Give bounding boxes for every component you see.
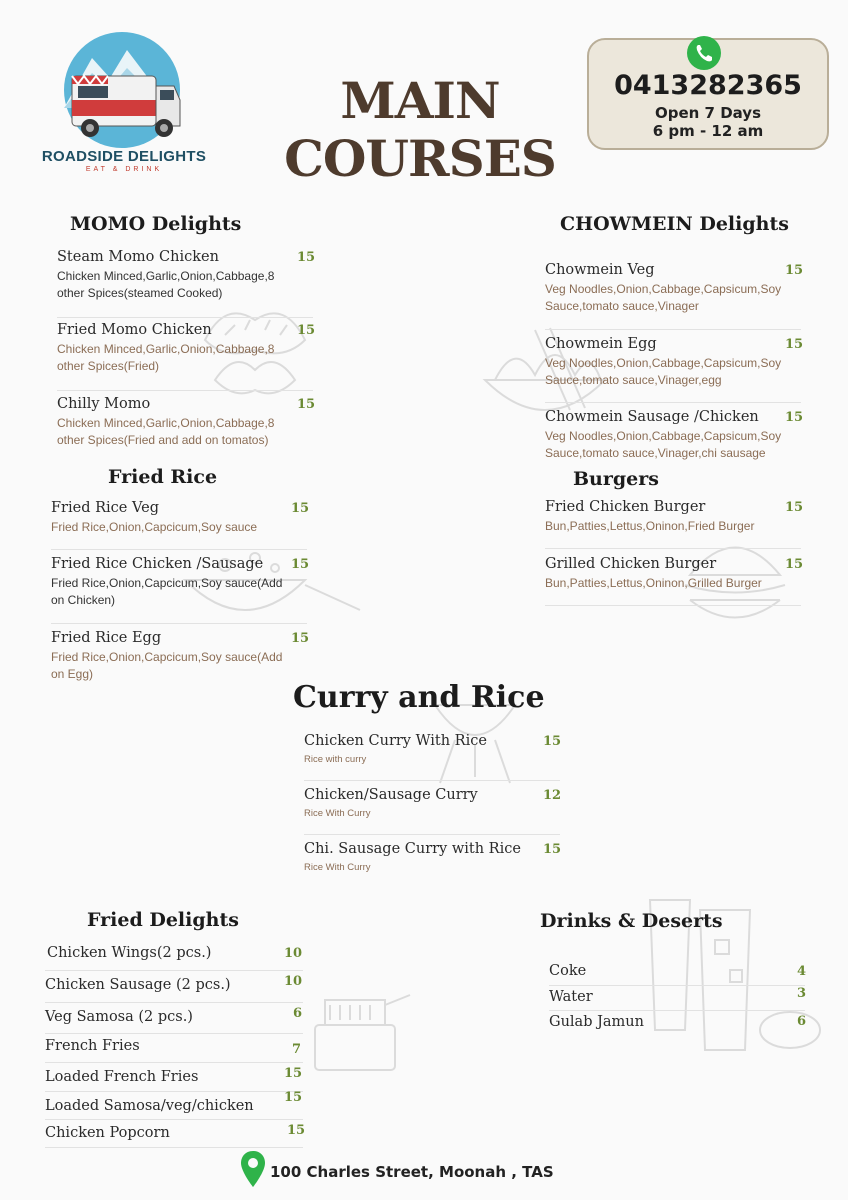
open-days: Open 7 Days	[654, 104, 762, 122]
divider	[51, 549, 307, 550]
item-price: 15	[297, 323, 316, 338]
item-price: 15	[785, 500, 804, 515]
menu-item	[304, 787, 560, 822]
menu-item	[545, 262, 804, 315]
fryer-illustration	[305, 990, 415, 1080]
divider	[549, 1010, 805, 1011]
item-description: Chicken Minced,Garlic,Onion,Cabbage,8 other Spices(steamed Cooked)	[57, 269, 275, 300]
section-title-drinks: Drinks & Deserts	[540, 910, 723, 932]
item-description: Rice with curry	[304, 754, 367, 765]
menu-item	[45, 974, 303, 993]
section-title-burgers: Burgers	[573, 468, 659, 490]
item-name: Fried Rice Chicken /Sausage	[51, 556, 264, 572]
item-price: 10	[284, 946, 303, 961]
menu-item	[549, 986, 807, 1005]
menu-item	[545, 499, 804, 535]
item-description: Veg Noodles,Onion,Cabbage,Capsicum,Soy Sauce,tomato sauce,Vinager,egg	[545, 356, 782, 387]
item-name: French Fries	[45, 1038, 140, 1054]
menu-item	[45, 1090, 303, 1114]
item-name: Chowmein Sausage /Chicken	[545, 409, 759, 425]
menu-item	[304, 733, 560, 768]
divider	[549, 985, 805, 986]
item-name: Chicken Curry With Rice	[304, 733, 487, 749]
item-description: Rice With Curry	[304, 862, 371, 873]
item-name: Chowmein Veg	[545, 262, 655, 278]
page-title	[270, 72, 570, 188]
item-description: Fried Rice,Onion,Capcicum,Soy sauce(Add on Egg)	[51, 650, 283, 681]
phone-icon[interactable]	[687, 36, 721, 70]
item-name: Chicken Wings(2 pcs.)	[47, 945, 212, 961]
menu-item	[47, 945, 303, 961]
divider	[45, 1147, 303, 1148]
menu-item	[45, 1006, 303, 1025]
item-name: Chicken/Sausage Curry	[304, 787, 478, 803]
item-price: 15	[543, 734, 562, 749]
divider	[45, 1091, 303, 1092]
item-price: 6	[797, 1014, 807, 1029]
menu-item	[545, 409, 804, 462]
item-price: 15	[287, 1123, 306, 1138]
item-name: Fried Momo Chicken	[57, 322, 212, 338]
item-price: 15	[291, 557, 310, 572]
item-price: 15	[297, 397, 316, 412]
menu-item	[545, 556, 804, 592]
item-price: 15	[284, 1066, 303, 1081]
item-price: 12	[543, 788, 562, 803]
address-bar	[240, 1150, 600, 1190]
item-price: 15	[284, 1090, 303, 1105]
menu-item	[545, 336, 804, 389]
divider	[304, 834, 560, 835]
item-name: Loaded French Fries	[45, 1069, 199, 1085]
location-pin-icon	[240, 1150, 266, 1188]
item-name: Fried Rice Veg	[51, 500, 159, 516]
item-price: 15	[543, 842, 562, 857]
divider	[304, 780, 560, 781]
logo	[38, 28, 210, 178]
item-name: Water	[549, 989, 593, 1005]
section-title-fried-delights: Fried Delights	[87, 909, 239, 931]
item-name: Chicken Sausage (2 pcs.)	[45, 977, 231, 993]
brand-tagline: EAT & DRINK	[85, 166, 163, 173]
item-description: Fried Rice,Onion,Capcicum,Soy sauce	[51, 520, 258, 534]
menu-item	[45, 1066, 303, 1085]
item-price: 6	[293, 1006, 303, 1021]
section-title-curry: Curry and Rice	[293, 680, 545, 715]
divider	[45, 1002, 303, 1003]
item-price: 4	[797, 964, 807, 979]
phone-number[interactable]: 0413282365	[614, 70, 802, 101]
menu-item	[549, 963, 805, 979]
divider	[45, 970, 303, 971]
item-name: Steam Momo Chicken	[57, 249, 219, 265]
section-title-chowmein: CHOWMEIN Delights	[560, 213, 789, 235]
divider	[545, 402, 801, 403]
item-price: 15	[785, 557, 804, 572]
menu-item	[51, 630, 310, 683]
menu-item	[57, 396, 316, 449]
page-title-line1: MAIN	[340, 71, 500, 130]
item-name: Loaded Samosa/veg/chicken	[45, 1098, 254, 1114]
item-name: Chi. Sausage Curry with Rice	[304, 841, 521, 857]
item-price: 15	[291, 631, 310, 646]
item-description: Bun,Patties,Lettus,Oninon,Fried Burger	[545, 519, 755, 533]
item-name: Fried Rice Egg	[51, 630, 162, 646]
item-description: Chicken Minced,Garlic,Onion,Cabbage,8 other Spices(Fried and add on tomatos)	[57, 416, 275, 447]
item-description: Veg Noodles,Onion,Cabbage,Capsicum,Soy Sauce,tomato sauce,Vinager	[545, 282, 782, 313]
item-price: 10	[284, 974, 303, 989]
item-description: Rice With Curry	[304, 808, 371, 819]
item-name: Chowmein Egg	[545, 336, 657, 352]
divider	[545, 605, 801, 606]
item-price: 15	[297, 250, 316, 265]
opening-hours: 6 pm - 12 am	[652, 122, 764, 140]
item-name: Fried Chicken Burger	[545, 499, 706, 515]
item-description: Chicken Minced,Garlic,Onion,Cabbage,8 other Spices(Fried)	[57, 342, 275, 373]
menu-item	[51, 500, 310, 536]
divider	[45, 1062, 303, 1063]
item-name: Chicken Popcorn	[45, 1125, 170, 1141]
divider	[57, 317, 313, 318]
menu-item	[57, 249, 316, 302]
section-title-momo: MOMO Delights	[70, 213, 242, 235]
menu-item	[51, 556, 310, 609]
item-description: Fried Rice,Onion,Capcicum,Soy sauce(Add on Chicken)	[51, 576, 283, 607]
page-title-line2: COURSES	[284, 129, 556, 188]
item-price: 3	[797, 986, 807, 1001]
divider	[51, 623, 307, 624]
menu-item	[304, 841, 560, 876]
divider	[57, 390, 313, 391]
divider	[545, 548, 801, 549]
item-price: 15	[291, 501, 310, 516]
item-description: Bun,Patties,Lettus,Oninon,Grilled Burger	[545, 576, 762, 590]
item-name: Grilled Chicken Burger	[545, 556, 717, 572]
item-price: 7	[292, 1042, 302, 1057]
item-price: 15	[785, 410, 804, 425]
item-name: Coke	[549, 963, 587, 979]
divider	[45, 1119, 303, 1120]
item-description: Veg Noodles,Onion,Cabbage,Capsicum,Soy Sauce,tomato sauce,Vinager,chi sausage	[545, 429, 782, 460]
menu-item	[45, 1038, 303, 1057]
menu-item	[549, 1014, 805, 1030]
contact-card	[587, 38, 829, 150]
brand-name: ROADSIDE DELIGHTS	[41, 148, 207, 165]
divider	[545, 329, 801, 330]
section-title-fried-rice: Fried Rice	[108, 466, 218, 488]
address-text[interactable]: 100 Charles Street, Moonah , TAS	[270, 1163, 554, 1181]
item-price: 15	[785, 263, 804, 278]
item-price: 15	[785, 337, 804, 352]
item-name: Chilly Momo	[57, 396, 151, 412]
divider	[45, 1033, 303, 1034]
item-name: Gulab Jamun	[549, 1014, 644, 1030]
menu-item	[45, 1123, 306, 1141]
food-truck-logo-icon	[52, 28, 192, 148]
item-name: Veg Samosa (2 pcs.)	[45, 1009, 193, 1025]
menu-item	[57, 322, 316, 375]
